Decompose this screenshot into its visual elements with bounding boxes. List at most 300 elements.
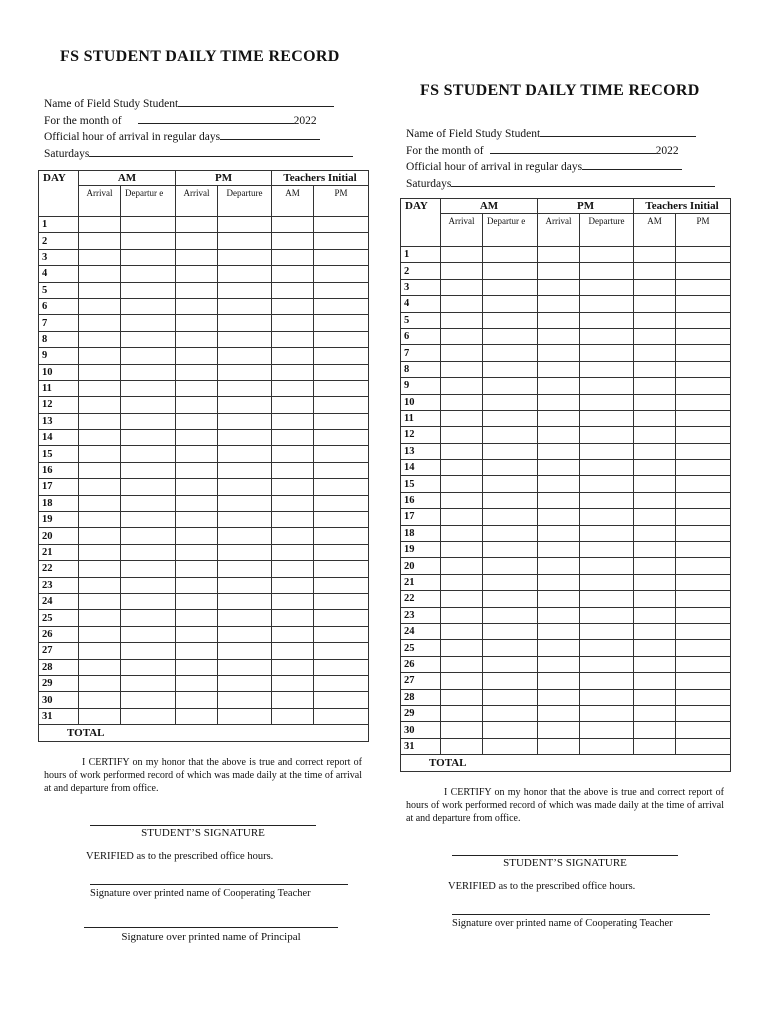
am-departure-cell[interactable] <box>121 512 176 528</box>
am-departure-cell[interactable] <box>483 509 538 525</box>
pm-arrival-cell[interactable] <box>176 577 218 593</box>
pm-arrival-cell[interactable] <box>176 659 218 675</box>
am-departure-cell[interactable] <box>121 610 176 626</box>
pm-arrival-cell[interactable] <box>538 623 580 639</box>
teacher-pm-cell[interactable] <box>676 460 731 476</box>
teacher-am-cell[interactable] <box>634 476 676 492</box>
am-arrival-cell[interactable] <box>79 348 121 364</box>
teacher-pm-cell[interactable] <box>676 689 731 705</box>
teacher-am-cell[interactable] <box>272 593 314 609</box>
teacher-pm-cell[interactable] <box>314 626 369 642</box>
pm-departure-cell[interactable] <box>218 348 272 364</box>
pm-arrival-cell[interactable] <box>176 495 218 511</box>
teacher-pm-cell[interactable] <box>314 331 369 347</box>
am-departure-cell[interactable] <box>483 673 538 689</box>
pm-departure-cell[interactable] <box>580 443 634 459</box>
teacher-am-cell[interactable] <box>634 361 676 377</box>
am-arrival-cell[interactable] <box>79 512 121 528</box>
pm-arrival-cell[interactable] <box>176 266 218 282</box>
pm-arrival-cell[interactable] <box>538 591 580 607</box>
teacher-am-cell[interactable] <box>272 397 314 413</box>
pm-departure-cell[interactable] <box>218 626 272 642</box>
am-departure-cell[interactable] <box>121 692 176 708</box>
am-departure-cell[interactable] <box>483 427 538 443</box>
pm-departure-cell[interactable] <box>580 492 634 508</box>
teacher-am-cell[interactable] <box>272 233 314 249</box>
am-arrival-cell[interactable] <box>441 427 483 443</box>
am-departure-cell[interactable] <box>483 705 538 721</box>
teacher-am-cell[interactable] <box>272 249 314 265</box>
teacher-am-cell[interactable] <box>634 312 676 328</box>
pm-arrival-cell[interactable] <box>538 410 580 426</box>
am-arrival-cell[interactable] <box>79 217 121 233</box>
pm-arrival-cell[interactable] <box>176 298 218 314</box>
am-arrival-cell[interactable] <box>79 282 121 298</box>
teacher-am-cell[interactable] <box>272 479 314 495</box>
am-departure-cell[interactable] <box>121 430 176 446</box>
teacher-am-cell[interactable] <box>272 282 314 298</box>
pm-arrival-cell[interactable] <box>538 476 580 492</box>
teacher-pm-cell[interactable] <box>676 410 731 426</box>
pm-arrival-cell[interactable] <box>538 689 580 705</box>
teacher-am-cell[interactable] <box>634 738 676 754</box>
pm-arrival-cell[interactable] <box>538 542 580 558</box>
teacher-pm-cell[interactable] <box>676 509 731 525</box>
pm-arrival-cell[interactable] <box>176 315 218 331</box>
am-departure-cell[interactable] <box>483 247 538 263</box>
am-departure-cell[interactable] <box>483 722 538 738</box>
am-arrival-cell[interactable] <box>441 247 483 263</box>
teacher-pm-cell[interactable] <box>314 610 369 626</box>
am-arrival-cell[interactable] <box>79 561 121 577</box>
am-departure-cell[interactable] <box>483 263 538 279</box>
am-departure-cell[interactable] <box>483 410 538 426</box>
pm-arrival-cell[interactable] <box>176 528 218 544</box>
pm-arrival-cell[interactable] <box>176 282 218 298</box>
teacher-am-cell[interactable] <box>634 296 676 312</box>
teacher-am-cell[interactable] <box>272 462 314 478</box>
teacher-pm-cell[interactable] <box>314 528 369 544</box>
pm-departure-cell[interactable] <box>580 640 634 656</box>
pm-departure-cell[interactable] <box>218 266 272 282</box>
am-departure-cell[interactable] <box>121 643 176 659</box>
am-departure-cell[interactable] <box>121 659 176 675</box>
am-arrival-cell[interactable] <box>441 263 483 279</box>
teacher-am-cell[interactable] <box>272 643 314 659</box>
am-departure-cell[interactable] <box>121 233 176 249</box>
teacher-am-cell[interactable] <box>272 413 314 429</box>
am-departure-cell[interactable] <box>483 738 538 754</box>
teacher-am-cell[interactable] <box>272 217 314 233</box>
pm-arrival-cell[interactable] <box>538 247 580 263</box>
am-arrival-cell[interactable] <box>79 708 121 724</box>
pm-arrival-cell[interactable] <box>176 462 218 478</box>
teacher-am-cell[interactable] <box>634 427 676 443</box>
am-departure-cell[interactable] <box>121 413 176 429</box>
pm-departure-cell[interactable] <box>218 577 272 593</box>
pm-arrival-cell[interactable] <box>176 397 218 413</box>
teacher-pm-cell[interactable] <box>314 413 369 429</box>
am-departure-cell[interactable] <box>121 544 176 560</box>
student-name-field[interactable] <box>178 96 334 107</box>
pm-departure-cell[interactable] <box>580 705 634 721</box>
pm-departure-cell[interactable] <box>218 495 272 511</box>
am-arrival-cell[interactable] <box>441 394 483 410</box>
teacher-pm-cell[interactable] <box>676 640 731 656</box>
teacher-am-cell[interactable] <box>272 692 314 708</box>
pm-departure-cell[interactable] <box>218 593 272 609</box>
am-arrival-cell[interactable] <box>441 361 483 377</box>
am-arrival-cell[interactable] <box>79 413 121 429</box>
pm-arrival-cell[interactable] <box>538 263 580 279</box>
pm-departure-cell[interactable] <box>580 328 634 344</box>
teacher-am-cell[interactable] <box>634 542 676 558</box>
am-arrival-cell[interactable] <box>79 675 121 691</box>
am-arrival-cell[interactable] <box>441 378 483 394</box>
am-departure-cell[interactable] <box>483 574 538 590</box>
pm-departure-cell[interactable] <box>218 413 272 429</box>
teacher-pm-cell[interactable] <box>314 659 369 675</box>
teacher-am-cell[interactable] <box>272 659 314 675</box>
pm-departure-cell[interactable] <box>218 397 272 413</box>
teacher-pm-cell[interactable] <box>676 591 731 607</box>
pm-arrival-cell[interactable] <box>176 708 218 724</box>
am-departure-cell[interactable] <box>483 476 538 492</box>
pm-arrival-cell[interactable] <box>538 640 580 656</box>
pm-departure-cell[interactable] <box>580 525 634 541</box>
teacher-pm-cell[interactable] <box>676 722 731 738</box>
teacher-am-cell[interactable] <box>272 610 314 626</box>
am-departure-cell[interactable] <box>121 282 176 298</box>
pm-arrival-cell[interactable] <box>176 249 218 265</box>
teacher-am-cell[interactable] <box>634 394 676 410</box>
teacher-pm-cell[interactable] <box>676 263 731 279</box>
pm-arrival-cell[interactable] <box>538 460 580 476</box>
teacher-am-cell[interactable] <box>634 443 676 459</box>
teacher-am-cell[interactable] <box>634 558 676 574</box>
teacher-pm-cell[interactable] <box>676 542 731 558</box>
pm-arrival-cell[interactable] <box>176 446 218 462</box>
am-departure-cell[interactable] <box>121 675 176 691</box>
teacher-pm-cell[interactable] <box>676 296 731 312</box>
teacher-pm-cell[interactable] <box>314 512 369 528</box>
am-departure-cell[interactable] <box>121 331 176 347</box>
teacher-pm-cell[interactable] <box>676 345 731 361</box>
teacher-pm-cell[interactable] <box>314 479 369 495</box>
teacher-am-cell[interactable] <box>272 626 314 642</box>
pm-departure-cell[interactable] <box>580 279 634 295</box>
pm-departure-cell[interactable] <box>580 263 634 279</box>
teacher-am-cell[interactable] <box>634 525 676 541</box>
pm-arrival-cell[interactable] <box>538 312 580 328</box>
am-departure-cell[interactable] <box>483 361 538 377</box>
pm-departure-cell[interactable] <box>580 722 634 738</box>
teacher-am-cell[interactable] <box>272 544 314 560</box>
student-name-field[interactable] <box>540 126 696 137</box>
teacher-am-cell[interactable] <box>634 591 676 607</box>
am-departure-cell[interactable] <box>121 217 176 233</box>
pm-arrival-cell[interactable] <box>176 512 218 528</box>
pm-arrival-cell[interactable] <box>538 574 580 590</box>
teacher-pm-cell[interactable] <box>676 312 731 328</box>
pm-arrival-cell[interactable] <box>538 525 580 541</box>
pm-arrival-cell[interactable] <box>176 380 218 396</box>
am-arrival-cell[interactable] <box>441 640 483 656</box>
teacher-pm-cell[interactable] <box>314 577 369 593</box>
am-arrival-cell[interactable] <box>79 380 121 396</box>
am-arrival-cell[interactable] <box>441 558 483 574</box>
pm-arrival-cell[interactable] <box>176 430 218 446</box>
am-arrival-cell[interactable] <box>79 692 121 708</box>
teacher-pm-cell[interactable] <box>676 328 731 344</box>
am-arrival-cell[interactable] <box>441 542 483 558</box>
teacher-pm-cell[interactable] <box>314 708 369 724</box>
teacher-pm-cell[interactable] <box>676 558 731 574</box>
am-departure-cell[interactable] <box>483 525 538 541</box>
am-departure-cell[interactable] <box>121 249 176 265</box>
teacher-am-cell[interactable] <box>272 331 314 347</box>
teacher-pm-cell[interactable] <box>676 247 731 263</box>
teacher-pm-cell[interactable] <box>314 643 369 659</box>
pm-departure-cell[interactable] <box>218 380 272 396</box>
am-arrival-cell[interactable] <box>441 591 483 607</box>
teacher-pm-cell[interactable] <box>314 380 369 396</box>
pm-departure-cell[interactable] <box>218 462 272 478</box>
teacher-pm-cell[interactable] <box>314 544 369 560</box>
pm-arrival-cell[interactable] <box>538 509 580 525</box>
pm-departure-cell[interactable] <box>580 410 634 426</box>
pm-departure-cell[interactable] <box>580 656 634 672</box>
teacher-am-cell[interactable] <box>272 380 314 396</box>
am-departure-cell[interactable] <box>483 623 538 639</box>
am-departure-cell[interactable] <box>483 443 538 459</box>
teacher-am-cell[interactable] <box>272 348 314 364</box>
teacher-am-cell[interactable] <box>634 623 676 639</box>
am-departure-cell[interactable] <box>121 626 176 642</box>
teacher-am-cell[interactable] <box>634 673 676 689</box>
pm-departure-cell[interactable] <box>218 282 272 298</box>
am-departure-cell[interactable] <box>483 607 538 623</box>
am-departure-cell[interactable] <box>483 492 538 508</box>
month-field[interactable] <box>138 113 294 124</box>
pm-departure-cell[interactable] <box>218 610 272 626</box>
pm-arrival-cell[interactable] <box>176 610 218 626</box>
am-departure-cell[interactable] <box>121 495 176 511</box>
pm-arrival-cell[interactable] <box>538 656 580 672</box>
teacher-am-cell[interactable] <box>634 607 676 623</box>
pm-arrival-cell[interactable] <box>538 296 580 312</box>
month-field[interactable] <box>490 143 656 154</box>
pm-departure-cell[interactable] <box>218 249 272 265</box>
am-arrival-cell[interactable] <box>79 315 121 331</box>
am-arrival-cell[interactable] <box>441 689 483 705</box>
am-arrival-cell[interactable] <box>79 446 121 462</box>
pm-departure-cell[interactable] <box>218 643 272 659</box>
principal-line[interactable] <box>84 927 338 928</box>
am-arrival-cell[interactable] <box>79 266 121 282</box>
pm-arrival-cell[interactable] <box>176 479 218 495</box>
teacher-pm-cell[interactable] <box>676 427 731 443</box>
pm-departure-cell[interactable] <box>218 446 272 462</box>
pm-departure-cell[interactable] <box>580 574 634 590</box>
cooperating-teacher-line[interactable] <box>452 914 710 915</box>
am-departure-cell[interactable] <box>121 266 176 282</box>
teacher-pm-cell[interactable] <box>314 298 369 314</box>
teacher-am-cell[interactable] <box>634 656 676 672</box>
pm-departure-cell[interactable] <box>580 394 634 410</box>
pm-arrival-cell[interactable] <box>538 394 580 410</box>
teacher-am-cell[interactable] <box>634 722 676 738</box>
teacher-pm-cell[interactable] <box>314 348 369 364</box>
am-arrival-cell[interactable] <box>441 410 483 426</box>
pm-arrival-cell[interactable] <box>176 364 218 380</box>
am-departure-cell[interactable] <box>121 348 176 364</box>
am-arrival-cell[interactable] <box>79 331 121 347</box>
am-departure-cell[interactable] <box>483 312 538 328</box>
pm-departure-cell[interactable] <box>218 217 272 233</box>
pm-arrival-cell[interactable] <box>538 345 580 361</box>
teacher-am-cell[interactable] <box>272 446 314 462</box>
am-departure-cell[interactable] <box>483 558 538 574</box>
am-arrival-cell[interactable] <box>441 738 483 754</box>
teacher-am-cell[interactable] <box>634 460 676 476</box>
am-departure-cell[interactable] <box>483 689 538 705</box>
am-arrival-cell[interactable] <box>79 233 121 249</box>
pm-departure-cell[interactable] <box>580 509 634 525</box>
am-arrival-cell[interactable] <box>441 328 483 344</box>
teacher-pm-cell[interactable] <box>676 574 731 590</box>
pm-arrival-cell[interactable] <box>538 673 580 689</box>
am-arrival-cell[interactable] <box>441 722 483 738</box>
pm-departure-cell[interactable] <box>580 247 634 263</box>
pm-departure-cell[interactable] <box>580 296 634 312</box>
am-departure-cell[interactable] <box>121 380 176 396</box>
pm-departure-cell[interactable] <box>218 430 272 446</box>
teacher-pm-cell[interactable] <box>314 217 369 233</box>
am-arrival-cell[interactable] <box>79 298 121 314</box>
am-arrival-cell[interactable] <box>441 656 483 672</box>
am-departure-cell[interactable] <box>121 528 176 544</box>
am-departure-cell[interactable] <box>483 542 538 558</box>
teacher-pm-cell[interactable] <box>314 315 369 331</box>
pm-departure-cell[interactable] <box>218 659 272 675</box>
pm-arrival-cell[interactable] <box>176 331 218 347</box>
pm-arrival-cell[interactable] <box>176 626 218 642</box>
saturdays-field[interactable] <box>89 146 353 157</box>
teacher-pm-cell[interactable] <box>314 397 369 413</box>
pm-arrival-cell[interactable] <box>538 738 580 754</box>
pm-departure-cell[interactable] <box>580 689 634 705</box>
teacher-am-cell[interactable] <box>272 266 314 282</box>
am-departure-cell[interactable] <box>483 345 538 361</box>
teacher-am-cell[interactable] <box>272 675 314 691</box>
teacher-am-cell[interactable] <box>634 509 676 525</box>
teacher-am-cell[interactable] <box>272 495 314 511</box>
teacher-am-cell[interactable] <box>272 512 314 528</box>
pm-departure-cell[interactable] <box>580 460 634 476</box>
saturdays-field[interactable] <box>451 176 715 187</box>
teacher-am-cell[interactable] <box>634 345 676 361</box>
am-departure-cell[interactable] <box>121 364 176 380</box>
am-arrival-cell[interactable] <box>441 443 483 459</box>
teacher-am-cell[interactable] <box>272 364 314 380</box>
pm-departure-cell[interactable] <box>218 528 272 544</box>
am-arrival-cell[interactable] <box>79 659 121 675</box>
pm-departure-cell[interactable] <box>218 298 272 314</box>
teacher-pm-cell[interactable] <box>676 525 731 541</box>
student-signature-line[interactable] <box>90 825 316 826</box>
teacher-am-cell[interactable] <box>634 378 676 394</box>
pm-arrival-cell[interactable] <box>176 643 218 659</box>
am-arrival-cell[interactable] <box>441 705 483 721</box>
teacher-pm-cell[interactable] <box>314 462 369 478</box>
teacher-pm-cell[interactable] <box>314 249 369 265</box>
student-signature-line[interactable] <box>452 855 678 856</box>
pm-arrival-cell[interactable] <box>176 233 218 249</box>
am-arrival-cell[interactable] <box>79 643 121 659</box>
teacher-am-cell[interactable] <box>272 708 314 724</box>
pm-departure-cell[interactable] <box>218 479 272 495</box>
teacher-pm-cell[interactable] <box>676 673 731 689</box>
am-arrival-cell[interactable] <box>441 607 483 623</box>
teacher-am-cell[interactable] <box>634 279 676 295</box>
pm-arrival-cell[interactable] <box>538 492 580 508</box>
pm-arrival-cell[interactable] <box>176 692 218 708</box>
teacher-am-cell[interactable] <box>272 577 314 593</box>
am-departure-cell[interactable] <box>483 394 538 410</box>
teacher-pm-cell[interactable] <box>314 446 369 462</box>
am-arrival-cell[interactable] <box>441 525 483 541</box>
teacher-pm-cell[interactable] <box>676 279 731 295</box>
pm-arrival-cell[interactable] <box>538 328 580 344</box>
am-departure-cell[interactable] <box>121 577 176 593</box>
am-arrival-cell[interactable] <box>79 593 121 609</box>
am-departure-cell[interactable] <box>483 640 538 656</box>
teacher-am-cell[interactable] <box>634 705 676 721</box>
am-arrival-cell[interactable] <box>441 492 483 508</box>
am-departure-cell[interactable] <box>483 591 538 607</box>
teacher-am-cell[interactable] <box>634 492 676 508</box>
am-arrival-cell[interactable] <box>79 610 121 626</box>
teacher-am-cell[interactable] <box>634 410 676 426</box>
am-departure-cell[interactable] <box>121 479 176 495</box>
teacher-pm-cell[interactable] <box>676 623 731 639</box>
pm-departure-cell[interactable] <box>580 623 634 639</box>
am-arrival-cell[interactable] <box>79 479 121 495</box>
pm-departure-cell[interactable] <box>218 675 272 691</box>
teacher-pm-cell[interactable] <box>314 233 369 249</box>
am-arrival-cell[interactable] <box>79 577 121 593</box>
teacher-pm-cell[interactable] <box>314 675 369 691</box>
pm-arrival-cell[interactable] <box>176 217 218 233</box>
am-departure-cell[interactable] <box>483 378 538 394</box>
pm-departure-cell[interactable] <box>218 331 272 347</box>
am-arrival-cell[interactable] <box>441 460 483 476</box>
am-departure-cell[interactable] <box>121 708 176 724</box>
am-departure-cell[interactable] <box>483 328 538 344</box>
pm-departure-cell[interactable] <box>218 364 272 380</box>
teacher-am-cell[interactable] <box>634 263 676 279</box>
teacher-pm-cell[interactable] <box>676 378 731 394</box>
pm-arrival-cell[interactable] <box>176 561 218 577</box>
pm-arrival-cell[interactable] <box>538 722 580 738</box>
teacher-pm-cell[interactable] <box>676 492 731 508</box>
pm-arrival-cell[interactable] <box>538 558 580 574</box>
teacher-pm-cell[interactable] <box>314 282 369 298</box>
pm-arrival-cell[interactable] <box>176 413 218 429</box>
am-arrival-cell[interactable] <box>441 279 483 295</box>
arrival-hour-field[interactable] <box>582 159 682 170</box>
